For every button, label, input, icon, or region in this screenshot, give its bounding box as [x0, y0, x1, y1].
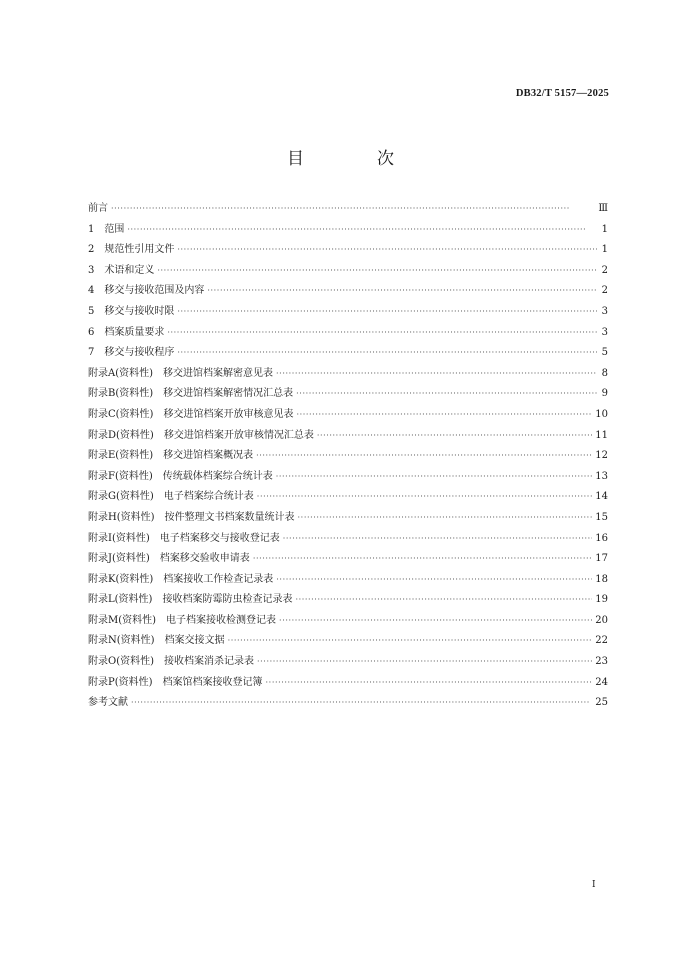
toc-entry-label: 附录E(资料性) 移交进馆档案概况表	[88, 450, 254, 462]
toc-entry-label: 附录J(资料性) 档案移交验收申请表	[88, 553, 250, 565]
toc-entry-page: 20	[595, 614, 608, 626]
toc-leader-dots	[157, 261, 597, 282]
toc-entry-label: 附录F(资料性) 传统载体档案综合统计表	[88, 470, 273, 482]
toc-entry-page: 10	[595, 408, 608, 420]
toc-entry-label: 附录L(资料性) 接收档案防霉防虫检查记录表	[88, 594, 293, 606]
toc-entry[interactable]	[88, 529, 608, 550]
toc-entry-label: 附录K(资料性) 档案接收工作检查记录表	[88, 573, 274, 585]
toc-leader-dots	[279, 611, 592, 632]
toc-leader-dots	[296, 384, 597, 405]
toc-entry-label: 附录N(资料性) 档案交接文据	[88, 635, 225, 647]
toc-leader-dots	[257, 652, 592, 673]
toc-leader-dots	[276, 364, 597, 385]
toc-entry[interactable]	[88, 426, 608, 447]
toc-entry-label: 附录P(资料性) 档案馆档案接收登记簿	[88, 676, 263, 688]
toc-entry[interactable]	[88, 673, 608, 694]
toc-entry-page: 18	[595, 573, 608, 585]
toc-entry-label: 附录A(资料性) 移交进馆档案解密意见表	[88, 367, 274, 379]
toc-leader-dots	[253, 549, 592, 570]
toc-entry-page: 19	[595, 594, 608, 606]
toc-leader-dots	[276, 467, 593, 488]
toc-entry-page: 1	[601, 244, 608, 256]
toc-entry[interactable]	[88, 549, 608, 570]
toc-entry-label: 前言	[88, 203, 108, 214]
toc-leader-dots	[167, 323, 597, 344]
toc-leader-dots	[283, 529, 593, 550]
toc-leader-dots	[177, 302, 597, 323]
toc-entry-page: 17	[595, 553, 608, 565]
toc-leader-dots	[131, 693, 592, 714]
toc-entry-page: 13	[595, 470, 608, 482]
toc-leader-dots	[177, 240, 597, 261]
toc-entry[interactable]	[88, 364, 608, 385]
toc-entry-page: 9	[601, 388, 608, 400]
toc-entry-page: 11	[595, 429, 608, 441]
toc-entry-page: 16	[595, 532, 608, 544]
toc-entry[interactable]	[88, 240, 608, 261]
toc-entry[interactable]	[88, 693, 608, 714]
toc-entry[interactable]	[88, 199, 608, 220]
toc-entry-label: 附录H(资料性) 按件整理文书档案数量统计表	[88, 511, 295, 523]
toc-entry[interactable]	[88, 323, 608, 344]
toc-entry-page: 22	[595, 635, 608, 647]
toc-entry-page: 2	[601, 264, 608, 276]
toc-entry-label: 5 移交与接收时限	[88, 305, 175, 317]
toc-entry[interactable]	[88, 343, 608, 364]
toc-entry-label: 附录I(资料性) 电子档案移交与接收登记表	[88, 532, 280, 544]
toc-entry-page: 24	[595, 676, 608, 688]
toc-entry-page: 2	[601, 285, 608, 297]
toc-entry[interactable]	[88, 384, 608, 405]
toc-leader-dots	[127, 220, 597, 241]
toc-entry[interactable]	[88, 631, 608, 652]
toc-leader-dots	[207, 281, 597, 302]
toc-entry[interactable]	[88, 487, 608, 508]
toc-entry-label: 6 档案质量要求	[88, 326, 165, 338]
toc-entry-page: 5	[601, 347, 608, 359]
toc-entry[interactable]	[88, 220, 608, 241]
toc-entry[interactable]	[88, 281, 608, 302]
toc-entry-page: Ⅲ	[598, 203, 608, 214]
toc-leader-dots	[111, 199, 595, 220]
toc-leader-dots	[295, 590, 592, 611]
toc-entry[interactable]	[88, 611, 608, 632]
toc-leader-dots	[276, 570, 592, 591]
toc-leader-dots	[257, 487, 592, 508]
toc-entry-label: 附录C(资料性) 移交进馆档案开放审核意见表	[88, 408, 294, 420]
toc-entry-label: 附录O(资料性) 接收档案消杀记录表	[88, 656, 255, 668]
toc-entry[interactable]	[88, 590, 608, 611]
document-code: DB32/T 5157—2025	[515, 88, 609, 99]
toc-entry-label: 2 规范性引用文件	[88, 244, 175, 256]
toc-entry-page: 1	[601, 223, 608, 235]
toc-entry-label: 附录B(资料性) 移交进馆档案解密情况汇总表	[88, 388, 294, 400]
table-of-contents	[88, 199, 608, 714]
toc-entry-page: 3	[601, 305, 608, 317]
toc-entry-label: 1 范围	[88, 223, 125, 235]
toc-leader-dots	[256, 446, 592, 467]
toc-leader-dots	[298, 508, 593, 529]
toc-entry[interactable]	[88, 261, 608, 282]
toc-leader-dots	[228, 631, 593, 652]
toc-entry[interactable]	[88, 652, 608, 673]
toc-leader-dots	[296, 405, 592, 426]
toc-entry-page: 25	[595, 697, 608, 709]
toc-entry-label: 4 移交与接收范围及内容	[88, 285, 205, 297]
toc-entry-page: 23	[595, 656, 608, 668]
page-title: 目 次	[287, 149, 422, 169]
toc-entry-page: 3	[601, 326, 608, 338]
toc-leader-dots	[266, 673, 593, 694]
toc-entry-label: 3 术语和定义	[88, 264, 155, 276]
toc-entry-label: 附录M(资料性) 电子档案接收检测登记表	[88, 614, 277, 626]
toc-leader-dots	[317, 426, 592, 447]
toc-entry[interactable]	[88, 508, 608, 529]
toc-entry[interactable]	[88, 446, 608, 467]
toc-entry-page: 15	[595, 511, 608, 523]
page-number: Ⅰ	[592, 880, 596, 890]
toc-entry-label: 7 移交与接收程序	[88, 347, 175, 359]
toc-entry[interactable]	[88, 405, 608, 426]
toc-entry[interactable]	[88, 302, 608, 323]
toc-entry-label: 附录G(资料性) 电子档案综合统计表	[88, 491, 254, 503]
toc-entry[interactable]	[88, 467, 608, 488]
toc-leader-dots	[177, 343, 597, 364]
toc-entry[interactable]	[88, 570, 608, 591]
toc-entry-label: 参考文献	[88, 697, 128, 709]
toc-entry-label: 附录D(资料性) 移交进馆档案开放审核情况汇总表	[88, 429, 314, 441]
toc-entry-page: 14	[595, 491, 608, 503]
toc-entry-page: 12	[595, 450, 608, 462]
toc-entry-page: 8	[601, 367, 608, 379]
